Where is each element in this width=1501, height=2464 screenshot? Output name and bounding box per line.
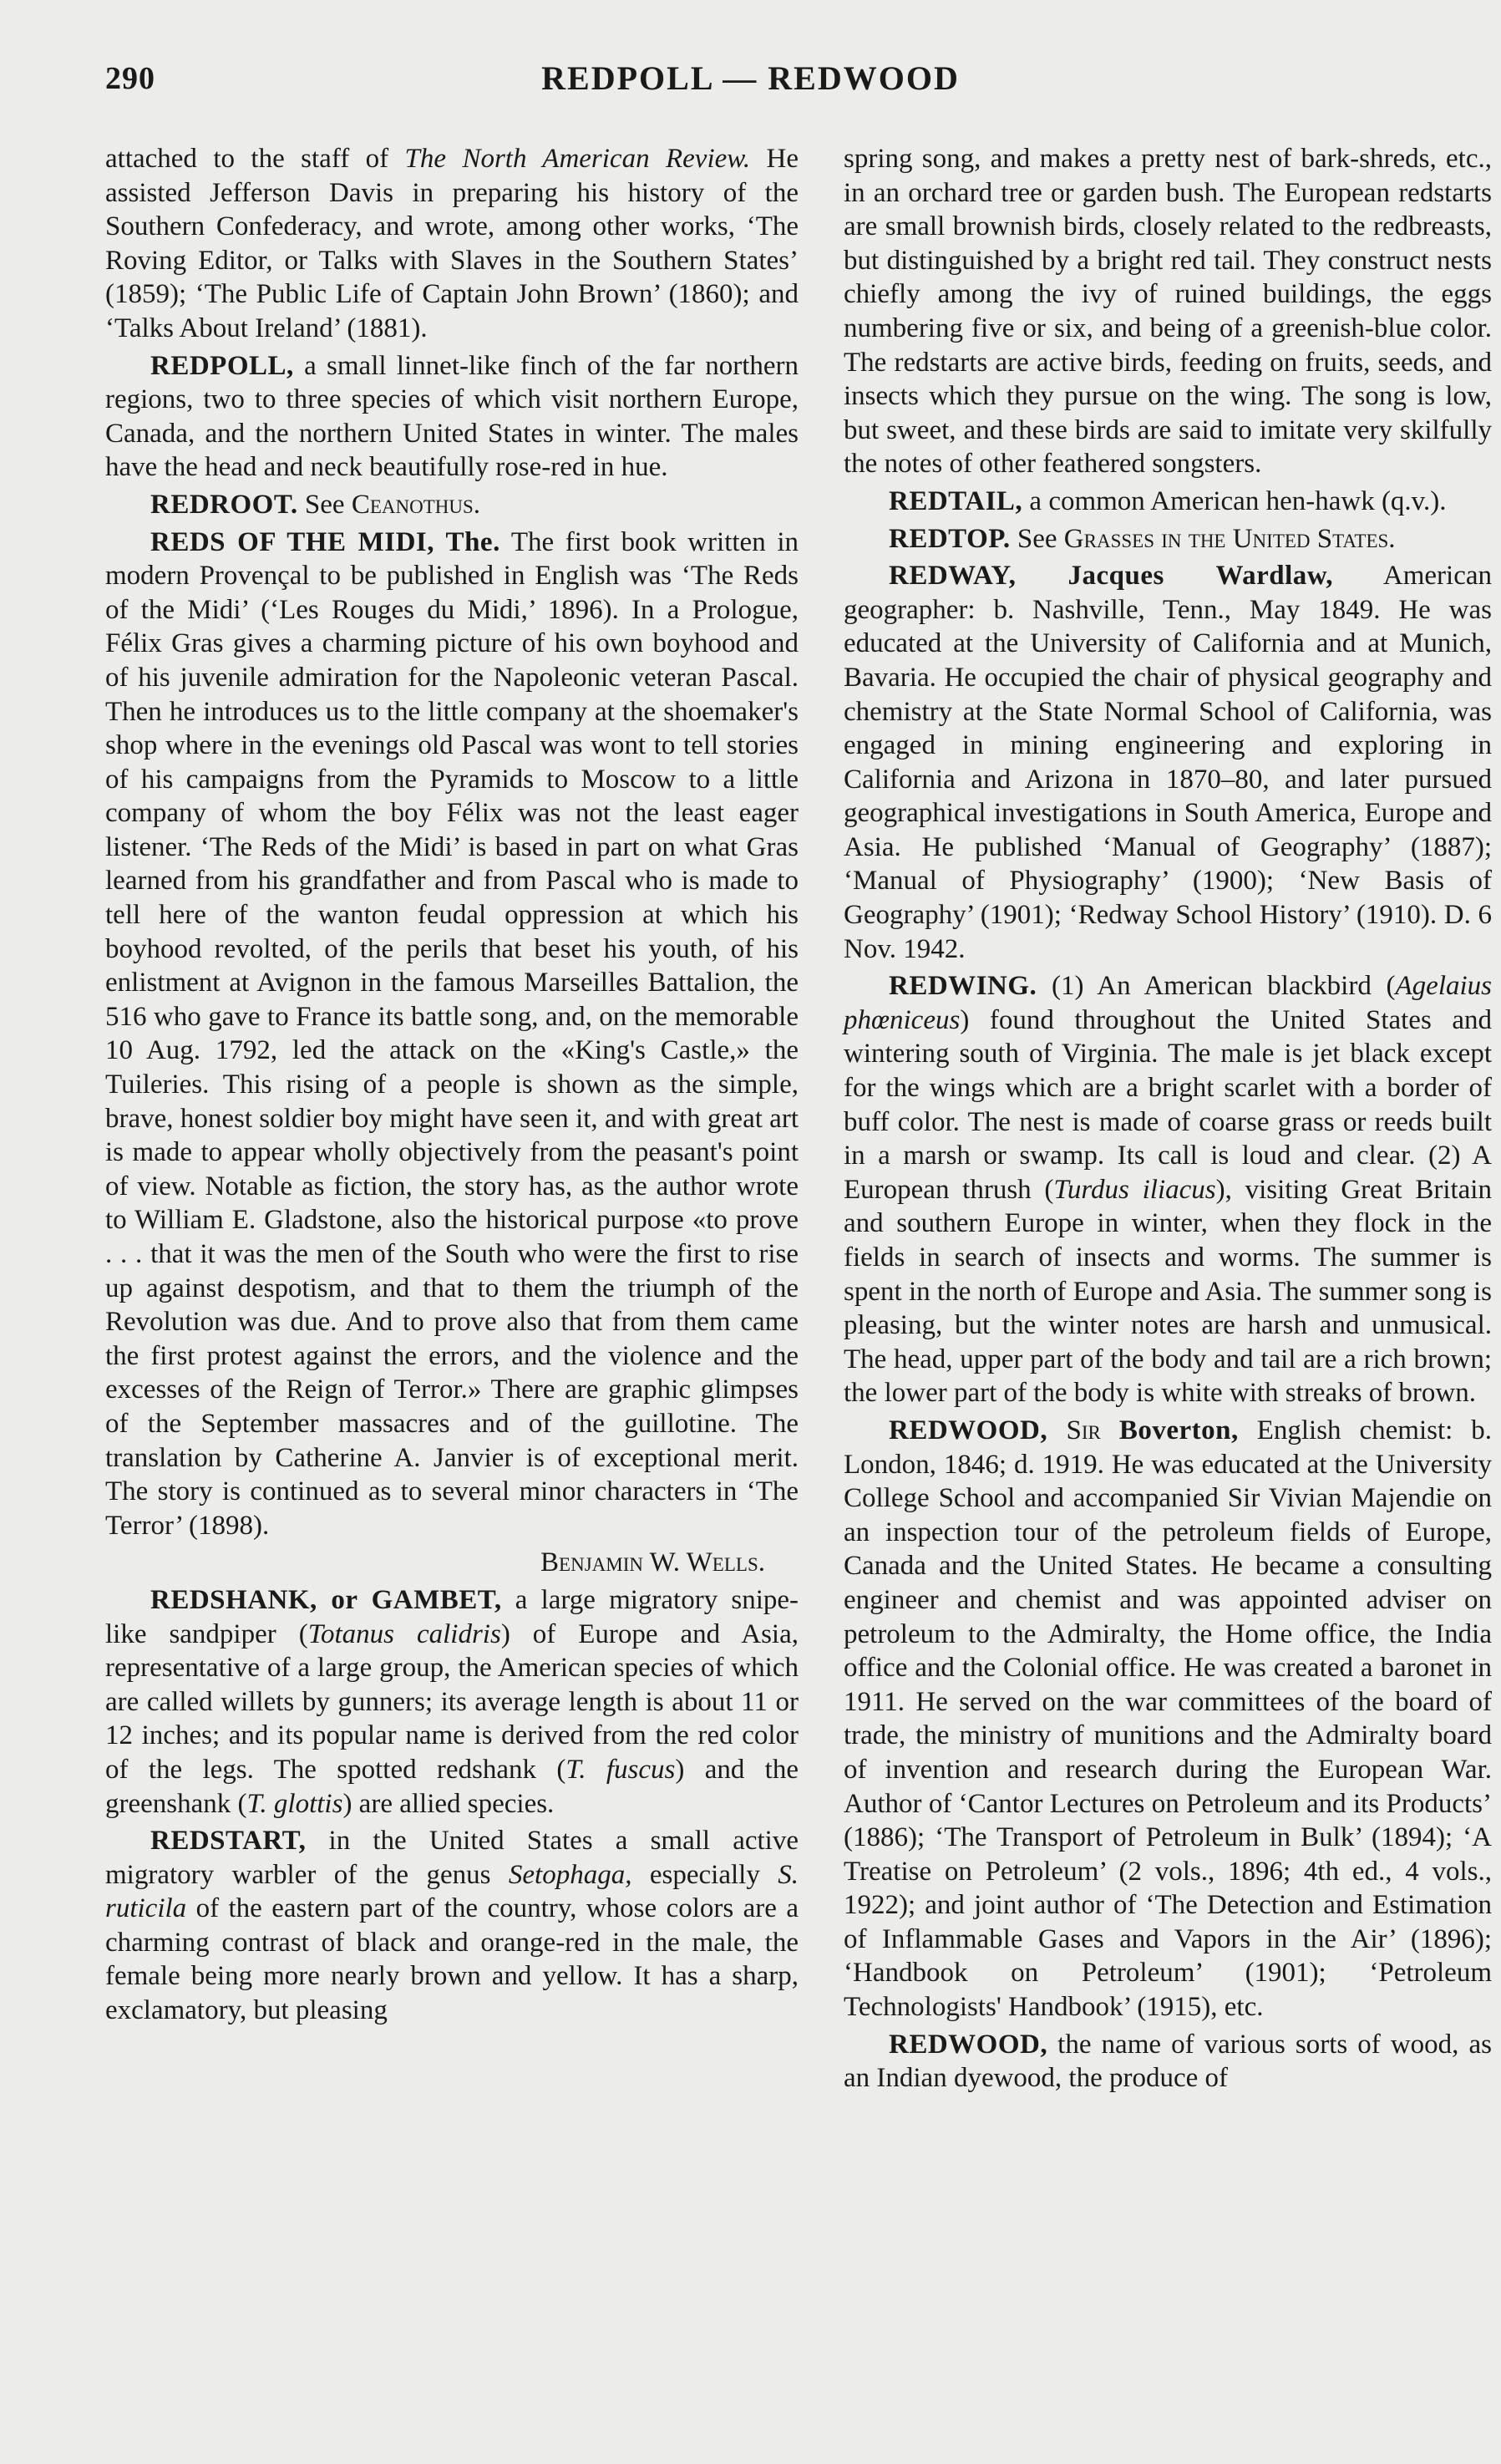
body-text: the name of various sorts of wood, as an Indian dyewood, the produce of [844, 2029, 1492, 2094]
entry-headword: REDWING. [889, 971, 1037, 1002]
encyclopedia-entry [844, 559, 1492, 966]
italic-text: T. glottis [246, 1788, 343, 1819]
entry-headword: REDWOOD, [889, 1415, 1067, 1445]
entry-headword: REDS OF THE MIDI, The. [150, 526, 500, 557]
body-text: a small linnet-like finch of the far northern regions, two to three species of which visit northern Europe, Canada, and the northern United States in winter. The males have the head and neck beautifully rose-red in hue. [105, 350, 799, 483]
entry-headword: REDTOP. [889, 523, 1011, 554]
italic-text: S. ruticila [105, 1859, 799, 1924]
body-text: attached to the staff of [105, 144, 405, 174]
entry-headword: REDWOOD, [889, 2029, 1048, 2060]
entry-headword: REDSHANK, or GAMBET, [150, 1584, 502, 1615]
body-text: a large migratory snipe-like sandpiper ( [105, 1584, 799, 1649]
left-column [105, 142, 799, 2031]
body-text: ) found throughout the United States and wintering south of Virginia. The male is jet black except for the wings which are a bright scarlet with a border of buff color. The nest is made of coarse grass or reeds built in a marsh or swamp. Its call is loud and clear. (2) A European thrush ( [844, 1004, 1492, 1205]
body-text: a common American hen-hawk (q.v.). [1022, 485, 1447, 516]
body-text: He assisted Jefferson Davis in preparing his history of the Southern Confederacy, and wrote, among other works, ‘The Roving Editor, or Talks with Slaves in the Southern States’ (1859); ‘The Public Life of Captain John Brown’ (1860); and ‘Talks About Ireland’ (1881). [105, 144, 799, 343]
small-caps-text: Grasses in the United States. [1063, 523, 1396, 554]
page-number: 290 [105, 61, 155, 96]
encyclopedia-entry [844, 1414, 1492, 2025]
entry-headword: REDPOLL, [150, 350, 294, 381]
author-signature [105, 1546, 799, 1580]
entry-headword: REDTAIL, [889, 485, 1023, 516]
small-caps-text: Ceanothus. [351, 489, 481, 520]
italic-text: The North American Review. [404, 144, 751, 174]
encyclopedia-entry [844, 969, 1492, 1410]
small-caps-text: Benjamin W. Wells. [540, 1547, 765, 1578]
encyclopedia-entry [105, 1824, 799, 2028]
italic-text: Setophaga, [508, 1859, 632, 1890]
italic-text: Totanus calidris [307, 1618, 501, 1649]
small-caps-text: Sir [1066, 1415, 1119, 1445]
body-text: English chemist: b. London, 1846; d. 1919. He was educated at the University College School and accompanied Sir Vivian Majendie on an inspection tour of the petroleum fields of Europe, Canada and the United States. He became a consulting engineer and chemist and was appointed adviser on petroleum to the Admiralty, the Home office, the India office and the Colonial office. He was created a baronet in 1911. He served on the war committees of the board of trade, the ministry of munitions and the Admiralty board of invention and research during the European War. Author of ‘Cantor Lectures on Petroleum and its Products’ (1886); ‘The Transport of Petroleum in Bulk’ (1894); ‘A Treatise on Petroleum’ (2 vols., 1896; 4th ed., 4 vols., 1922); and joint author of ‘The Detection and Estimation of Inflammable Gases and Vapors in the Air’ (1896); ‘Handbook on Petroleum’ (1901); ‘Petroleum Technologists' Handbook’ (1915), etc. [844, 1415, 1493, 2023]
body-text: ) are allied species. [342, 1788, 555, 1819]
continued-text [844, 142, 1492, 481]
body-text: ), visiting Great Britain and southern Europe in winter, when they flock in the fields in search of insects and worms. The summer is spent in the north of Europe and Asia. The summer song is pleasing, but the winter notes are harsh and unmusical. The head, upper part of the body and tail are a rich brown; the lower part of the body is white with streaks of brown. [844, 1174, 1492, 1409]
entry-headword: REDSTART, [150, 1826, 307, 1857]
body-text: especially [631, 1859, 778, 1890]
right-column [844, 142, 1492, 2099]
italic-text: Turdus iliacus [1053, 1174, 1216, 1205]
encyclopedia-entry [844, 485, 1492, 519]
body-text: The first book written in modern Provençal to be published in English was ‘The Reds of the Midi’ (‘Les Rouges du Midi,’ 1896). In a Prologue, Félix Gras gives a charming picture of his own boyhood and of his juvenile admiration for the Napoleonic veteran Pascal. Then he introduces us to the little company at the shoemaker's shop where in the evenings old Pascal was wont to tell stories of his campaigns from the Pyramids to Moscow to a little company of whom the boy Félix was not the least eager listener. ‘The Reds of the Midi’ is based in part on what Gras learned from his grandfather and from Pascal who is made to tell here of the wanton feudal oppression at which his boyhood revolted, of the perils that beset his youth, of his enlistment at Avignon in the famous Marseilles Battalion, the 516 who gave to France its battle song, and, on the memorable 10 Aug. 1792, led the attack on the «King's Castle,» the Tuileries. This rising of a people is shown as the simple, brave, honest soldier boy might have seen it, and with great art is made to appear wholly objectively from the peasant's point of view. Notable as fiction, the story has, as the author wrote to William E. Gladstone, also the historical purpose «to prove . . . that it was the men of the South who were the first to rise up against despotism, and that to them the triumph of the Revolution was due. And to prove also that from them came the first protest against the errors, and the violence and the excesses of the Reign of Terror.» There are graphic glimpses of the September massacres and of the guillotine. The translation by Catherine A. Janvier is of exceptional merit. The story is continued as to several minor characters in ‘The Terror’ (1898). [105, 526, 799, 1541]
body-text: spring song, and makes a pretty nest of bark-shreds, etc., in an orchard tree or garden bush. The European redstarts are small brownish birds, closely related to the redbreasts, but distinguished by a bright red tail. They construct nests chiefly among the ivy of ruined buildings, the eggs numbering five or six, and being of a greenish-blue color. The redstarts are active birds, feeding on fruits, seeds, and insects which they pursue on the wing. The song is low, but sweet, and these birds are said to imitate very skilfully the notes of other feathered songsters. [844, 144, 1492, 480]
italic-text: T. fuscus [565, 1754, 676, 1785]
entry-headword: REDROOT. [150, 489, 298, 520]
body-text: in the United States a small active migratory warbler of the genus [105, 1826, 799, 1890]
body-text: of the eastern part of the country, whose colors are a charming contrast of black and orange-red in the male, the female being more nearly brown and yellow. It has a sharp, exclamatory, but pleasing [105, 1893, 799, 2026]
encyclopedia-entry [844, 2028, 1492, 2096]
body-text: (1) An American blackbird ( [1037, 971, 1396, 1002]
encyclopedia-entry [105, 488, 799, 522]
body-text: See [297, 489, 352, 520]
body-text: ) of Europe and Asia, representative of a large group, the American species of which are called willets by gunners; its average length is about 11 or 12 inches; and its popular name is derived from the red color of the legs. The spotted redshank ( [105, 1618, 799, 1785]
body-text: American geographer: b. Nashville, Tenn., May 1849. He was educated at the University of California and at Munich, Bavaria. He occupied the chair of physical geography and chemistry at the State Normal School of California, was engaged in mining engineering and exploring in California and Arizona in 1870–80, and later pursued geographical investigations in South America, Europe and Asia. He published ‘Manual of Geography’ (1887); ‘Manual of Physiography’ (1900); ‘New Basis of Geography’ (1901); ‘Redway School History’ (1910). D. 6 Nov. 1942. [844, 561, 1493, 964]
body-text: See [1010, 523, 1064, 554]
entry-headword: REDWAY, Jacques Wardlaw, [889, 561, 1334, 592]
body-text: ) and the greenshank ( [105, 1754, 799, 1819]
encyclopedia-entry [105, 349, 799, 485]
continued-text [105, 142, 799, 346]
running-title: REDPOLL — REDWOOD [541, 59, 960, 97]
encyclopedia-entry [105, 1583, 799, 1821]
entry-headword: Boverton, [1118, 1415, 1239, 1445]
encyclopedia-entry [105, 526, 799, 1543]
italic-text: Agelaius phœniceus [844, 971, 1492, 1035]
encyclopedia-entry [844, 522, 1492, 556]
